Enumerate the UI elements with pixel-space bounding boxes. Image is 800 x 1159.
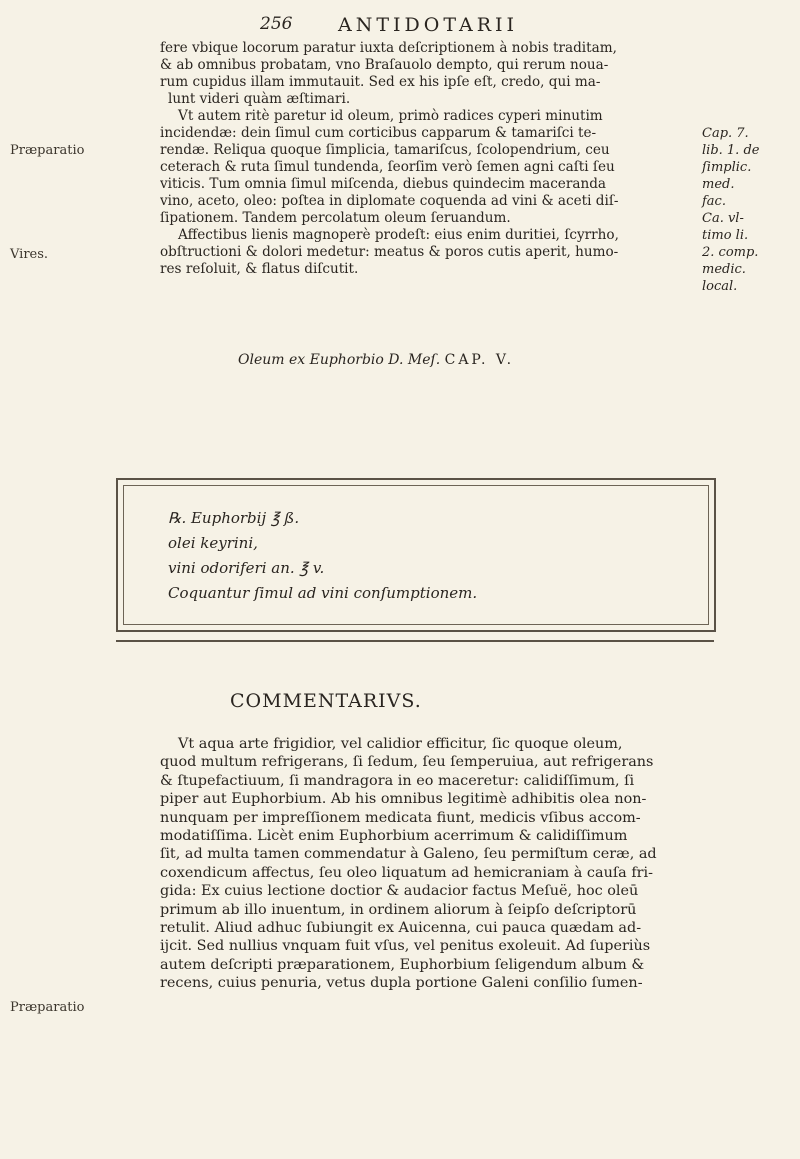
margin-reference: medic. — [702, 262, 746, 277]
recipe-line: olei keyrini, — [168, 534, 258, 552]
text-line: obſtructioni & dolori medetur: meatus & poros cutis aperit, humo- — [160, 244, 619, 260]
text-line: & ab omnibus probatam, vno Braſauolo dempto, qui rerum noua- — [160, 57, 609, 73]
margin-reference: fac. — [702, 194, 726, 209]
text-line: Vt autem ritè paretur id oleum, primò radices cyperi minutim — [178, 108, 603, 124]
text-line: Vt aqua arte frigidior, vel calidior efficitur, ſic quoque oleum, — [178, 736, 623, 752]
running-title: ANTIDOTARII — [338, 14, 519, 36]
text-line: recens, cuius penuria, vetus dupla portione Galeni conſilio ſumen- — [160, 975, 643, 992]
text-line: ſipationem. Tandem percolatum oleum ſeruandum. — [160, 210, 511, 226]
divider-rule — [116, 640, 714, 642]
page-number: 256 — [260, 14, 293, 34]
text-line: viticis. Tum omnia ſimul miſcenda, diebus quindecim maceranda — [160, 176, 607, 192]
text-line: nunquam per impreſſionem medicata fiunt, medicis vſibus accom- — [160, 809, 641, 826]
margin-reference: local. — [702, 279, 738, 294]
recipe-line: ℞. Euphorbij ℥ ß. — [168, 509, 300, 527]
margin-reference: timo li. — [702, 228, 749, 243]
text-line: ceterach & ruta ſimul tundenda, ſeorſim verò ſemen agni caſti ſeu — [160, 159, 615, 175]
commentary-heading: COMMENTARIVS. — [230, 690, 422, 712]
margin-note-vires: Vires. — [10, 247, 49, 262]
text-line: retulit. Aliud adhuc ſubiungit ex Auicenna, cui pauca quædam ad- — [160, 919, 642, 936]
text-line: ſit, ad multa tamen commendatur à Galeno, ſeu permiſtum ceræ, ad — [160, 846, 657, 863]
text-line: primum ab illo inuentum, in ordinem aliorum à ſeipſo deſcriptorū — [160, 901, 637, 918]
margin-reference: lib. 1. de — [702, 143, 760, 158]
commentary-text — [160, 735, 760, 992]
text-line: incidendæ: dein ſimul cum corticibus capparum & tamariſci te- — [160, 125, 597, 141]
page-header — [176, 14, 736, 38]
top-paragraphs — [160, 40, 760, 278]
chapter-title: Oleum ex Euphorbio D. Meſ. — [238, 352, 441, 368]
text-line: ijcit. Sed nullius vnquam fuit vſus, vel penitus exoleuit. Ad ſuperiùs — [160, 938, 651, 955]
margin-reference: Cap. 7. — [702, 126, 749, 141]
margin-reference: 2. comp. — [702, 245, 759, 260]
text-line: piper aut Euphorbium. Ab his omnibus legitimè adhibitis olea non- — [160, 791, 647, 808]
text-line: & ſtupefactiuum, ſi mandragora in eo maceretur: calidiſſimum, ſi — [160, 772, 635, 789]
recipe-line: vini odoriferi an. ℥ v. — [168, 559, 325, 577]
text-line: rum cupidus illam immutauit. Sed ex his ipſe eſt, credo, qui ma- — [160, 74, 601, 90]
text-line: gida: Ex cuius lectione doctior & audacior factus Meſuë, hoc oleū — [160, 883, 639, 900]
margin-reference: med. — [702, 177, 735, 192]
text-line: rendæ. Reliqua quoque ſimplicia, tamariſcus, ſcolopendrium, ceu — [160, 142, 610, 158]
text-line: quod multum refrigerans, ſi ſedum, ſeu ſemperuiua, aut refrigerans — [160, 754, 654, 771]
text-line: autem deſcripti præparationem, Euphorbium ſeligendum album & — [160, 956, 645, 973]
text-line: lunt videri quàm æſtimari. — [168, 91, 351, 107]
margin-note-praeparatio-2: Præparatio — [10, 1000, 85, 1015]
chapter-number: CAP. V. — [444, 352, 515, 368]
margin-note-praeparatio: Præparatio — [10, 143, 85, 158]
margin-references — [702, 125, 759, 295]
text-line: modatiſſima. Licèt enim Euphorbium acerrimum & calidiſſimum — [160, 827, 628, 844]
text-line: fere vbique locorum paratur iuxta deſcriptionem à nobis traditam, — [160, 40, 617, 56]
recipe-line: Coquantur ſimul ad vini conſumptionem. — [168, 584, 478, 602]
text-line: res reſoluit, & flatus diſcutit. — [160, 261, 359, 277]
text-line: Affectibus lienis magnoperè prodeſt: eius enim duritiei, ſcyrrho, — [178, 227, 619, 243]
recipe-block — [168, 506, 477, 606]
chapter-heading — [238, 352, 514, 368]
text-line: coxendicum affectus, ſeu oleo liquatum ad hemicraniam à cauſa fri- — [160, 864, 653, 881]
margin-reference: Ca. vl- — [702, 211, 744, 226]
margin-reference: ſimplic. — [702, 160, 752, 175]
text-line: vino, aceto, oleo: poſtea in diplomate coquenda ad vini & aceti diſ- — [160, 193, 619, 209]
